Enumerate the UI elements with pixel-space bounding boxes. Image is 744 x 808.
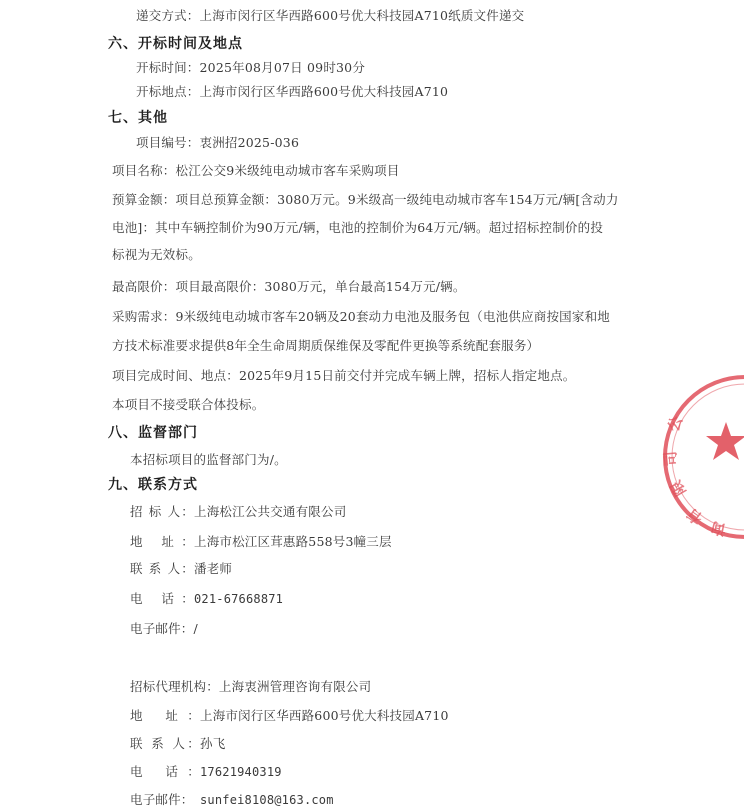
- consortium-line: 本项目不接受联合体投标。: [112, 397, 265, 412]
- seal-char-5: 询: [709, 518, 728, 539]
- agency-name-value: 上海衷洲管理咨询有限公司: [218, 679, 372, 694]
- submit-method-label: 递交方式：: [136, 8, 200, 23]
- seal-char-2: 司: [661, 450, 681, 467]
- opening-place-line: [136, 82, 448, 100]
- tenderer-name-line: [130, 502, 346, 520]
- company-seal-stamp: [660, 372, 744, 542]
- tenderer-phone-value: 021-67668871: [194, 592, 284, 606]
- max-price: 最高限价：项目最高限价：3080万元，单台最高154万元/辆。: [112, 279, 466, 294]
- budget-line-2: 电池]：其中车辆控制价为90万元/辆，电池的控制价为64万元/辆。超过招标控制价的投: [112, 220, 604, 235]
- agency-address-label: 地 址：: [130, 708, 200, 723]
- tenderer-address-value: 上海市松江区茸惠路558号3幢三层: [194, 534, 392, 549]
- section-9-heading: 九、联系方式: [108, 477, 198, 493]
- agency-name-line: [130, 677, 371, 695]
- tenderer-address-line: [130, 532, 392, 550]
- agency-contact-line: [130, 734, 225, 752]
- tenderer-contact-line: [130, 559, 232, 577]
- section-7-heading: 七、其他: [108, 110, 168, 126]
- tenderer-name-value: 上海松江公共交通有限公司: [194, 504, 347, 519]
- agency-phone-value: 17621940319: [200, 765, 282, 779]
- completion-line: 项目完成时间、地点：2025年9月15日前交付并完成车辆上牌，招标人指定地点。: [112, 368, 576, 383]
- agency-phone-label: 电 话：: [130, 764, 200, 779]
- opening-time-value: 2025年08月07日 09时30分: [199, 60, 366, 75]
- budget-line-1: 预算金额：项目总预算金额：3080万元。9米级高一级纯电动城市客车154万元/辆[含动力: [112, 192, 619, 207]
- tenderer-phone-line: [130, 589, 283, 607]
- agency-name-label: 招标代理机构：: [130, 679, 219, 694]
- submit-method-line: [136, 6, 524, 24]
- agency-contact-value: 孙飞: [200, 736, 226, 751]
- tenderer-address-label: 地 址：: [130, 534, 194, 549]
- budget-line-3: 标视为无效标。: [112, 247, 201, 262]
- tenderer-email-line: [130, 619, 198, 637]
- supervision-text: 本招标项目的监督部门为/。: [130, 452, 287, 467]
- seal-char-4: 有: [683, 504, 707, 528]
- project-number: 项目编号：衷洲招2025-036: [136, 135, 300, 150]
- agency-contact-label: 联 系 人：: [130, 736, 200, 751]
- agency-email-line: [130, 790, 334, 808]
- section-8-heading: 八、监督部门: [108, 425, 198, 441]
- project-name: 项目名称：松江公交9米级纯电动城市客车采购项目: [112, 163, 400, 178]
- agency-address-value: 上海市闵行区华西路600号优大科技园A710: [200, 708, 449, 723]
- agency-phone-line: [130, 762, 282, 780]
- demand-line-1: 采购需求：9米级纯电动城市客车20辆及20套动力电池及服务包（电池供应商按国家和地: [112, 309, 610, 324]
- opening-place-value: 上海市闵行区华西路600号优大科技园A710: [199, 84, 449, 99]
- tenderer-contact-value: 潘老师: [194, 561, 233, 576]
- tenderer-name-label: 招 标 人：: [130, 504, 194, 519]
- tenderer-phone-label: 电 话：: [130, 591, 194, 606]
- opening-time-line: [136, 58, 365, 76]
- submit-method-value: 上海市闵行区华西路600号优大科技园A710纸质文件递交: [199, 8, 525, 23]
- tenderer-email-label: 电子邮件：: [130, 621, 194, 636]
- demand-line-2: 方技术标准要求提供8年全生命周期质保维保及零配件更换等系统配套服务）: [112, 338, 540, 353]
- tenderer-email-value: /: [193, 621, 198, 636]
- seal-star-icon: [706, 422, 744, 460]
- agency-email-value: sunfei8108@163.com: [200, 793, 334, 807]
- agency-address-line: [130, 706, 449, 724]
- agency-email-label: 电子邮件：: [130, 792, 194, 807]
- section-6-heading: 六、开标时间及地点: [108, 36, 243, 52]
- tenderer-contact-label: 联 系 人：: [130, 561, 194, 576]
- seal-char-3: 限: [666, 477, 690, 500]
- opening-place-label: 开标地点：: [136, 84, 200, 99]
- seal-char-1: 公: [664, 413, 687, 434]
- opening-time-label: 开标时间：: [136, 60, 200, 75]
